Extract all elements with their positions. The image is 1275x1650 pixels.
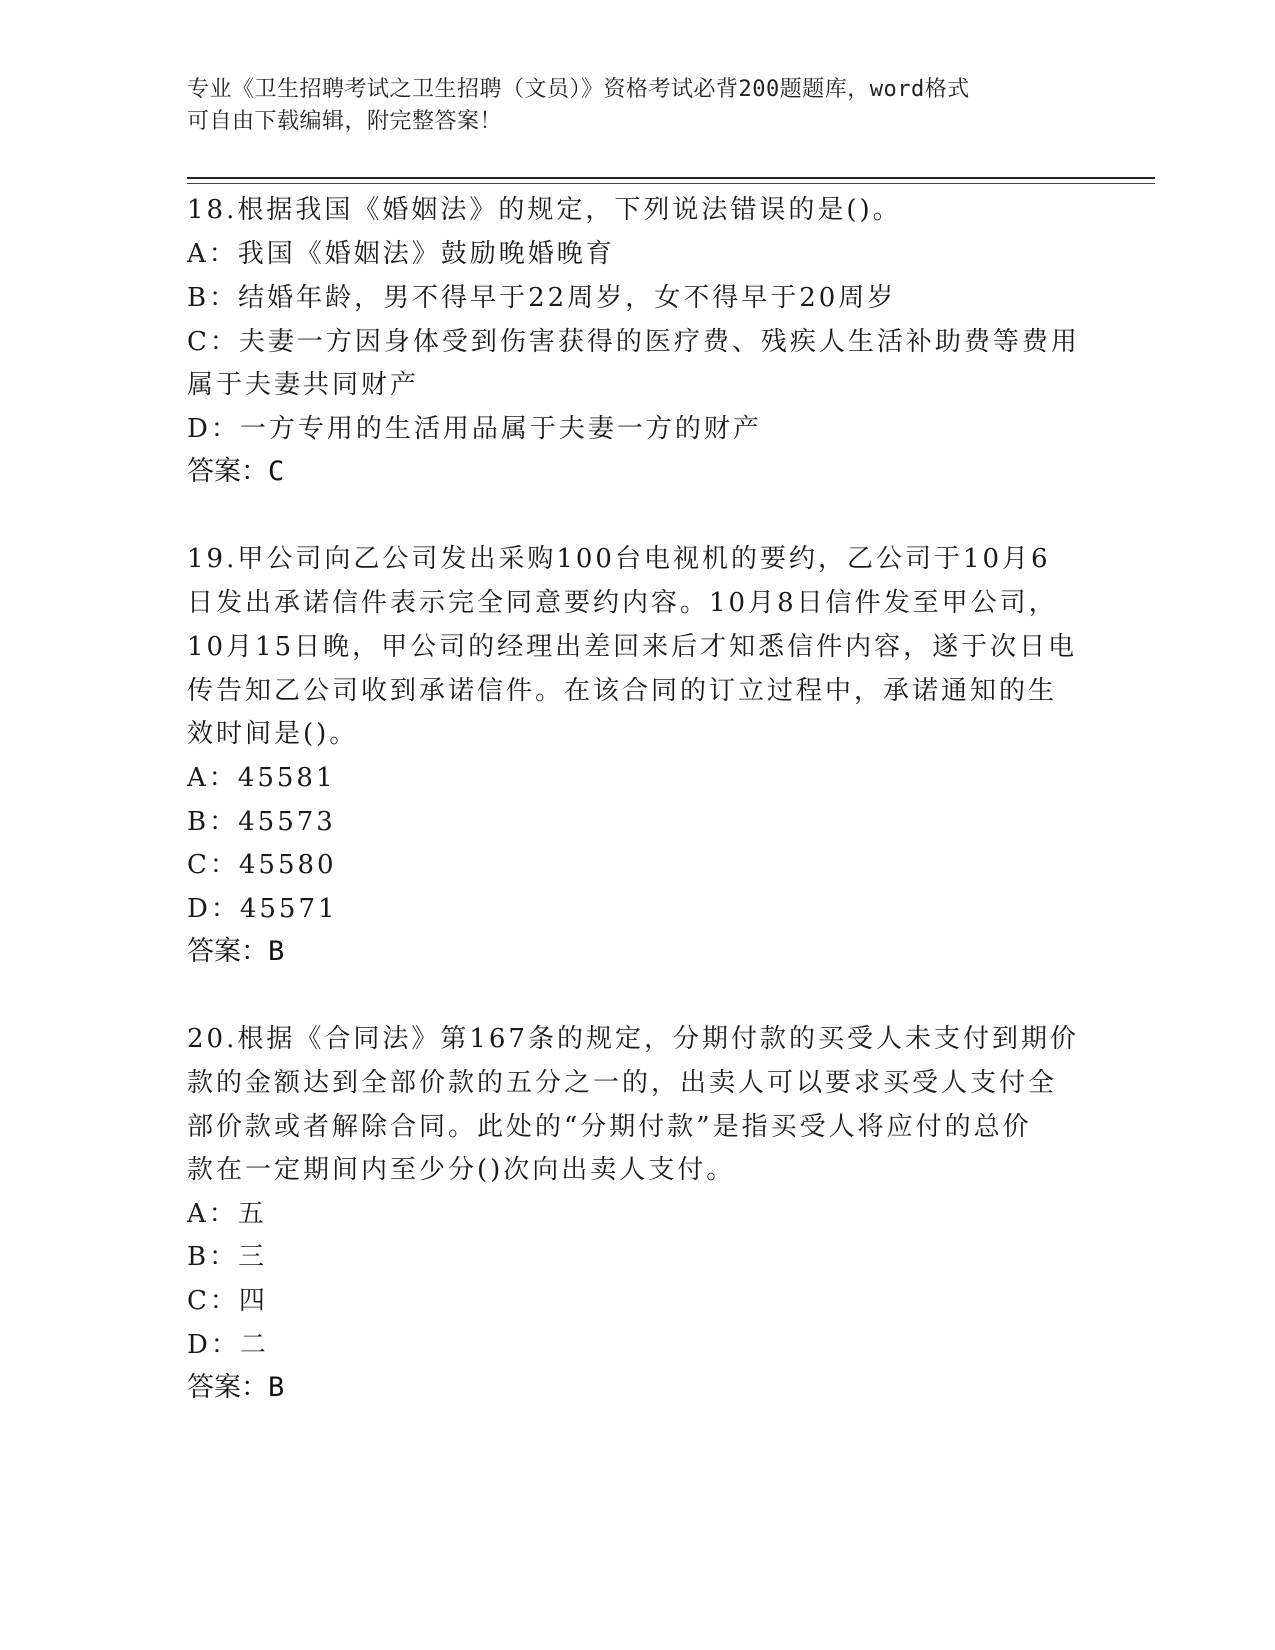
question-19-answer: 答案：B bbox=[187, 936, 285, 967]
question-19-stem-line-2: 日发出承诺信件表示完全同意要约内容。10月8日信件发至甲公司， bbox=[187, 588, 1058, 618]
question-20-option-d: D：二 bbox=[187, 1330, 269, 1360]
question-19-option-c: C：45580 bbox=[187, 850, 337, 880]
header-line-1: 专业《卫生招聘考试之卫生招聘（文员）》资格考试必背200题题库，word格式 bbox=[187, 77, 970, 102]
question-19-stem-line-1: 19.甲公司向乙公司发出采购100台电视机的要约，乙公司于10月6 bbox=[187, 544, 1051, 574]
question-19-option-b: B：45573 bbox=[187, 807, 336, 837]
header-divider-thick bbox=[187, 177, 1155, 179]
question-20-stem-line-4: 款在一定期间内至少分()次向出卖人支付。 bbox=[187, 1155, 736, 1185]
question-20-option-b: B：三 bbox=[187, 1242, 268, 1272]
question-20-stem-line-3: 部价款或者解除合同。此处的“分期付款”是指买受人将应付的总价 bbox=[187, 1112, 1032, 1142]
question-18-option-b: B：结婚年龄，男不得早于22周岁，女不得早于20周岁 bbox=[187, 283, 897, 313]
question-20-stem-line-2: 款的金额达到全部价款的五分之一的，出卖人可以要求买受人支付全 bbox=[187, 1068, 1058, 1098]
question-18-option-c: C：夫妻一方因身体受到伤害获得的医疗费、残疾人生活补助费等费用 bbox=[187, 327, 1080, 357]
document-header bbox=[187, 74, 1087, 138]
question-19-option-a: A：45581 bbox=[187, 763, 336, 793]
question-20-option-c: C：四 bbox=[187, 1286, 268, 1316]
question-18-answer: 答案：C bbox=[187, 456, 285, 487]
header-divider-thin bbox=[187, 183, 1155, 184]
question-19-stem-line-4: 传告知乙公司收到承诺信件。在该合同的订立过程中，承诺通知的生 bbox=[187, 676, 1058, 706]
question-19-stem-line-3: 10月15日晚，甲公司的经理出差回来后才知悉信件内容，遂于次日电 bbox=[187, 632, 1078, 662]
question-19-stem-line-5: 效时间是()。 bbox=[187, 719, 359, 749]
question-20-option-a: A：五 bbox=[187, 1199, 267, 1229]
question-18-option-c-cont: 属于夫妻共同财产 bbox=[187, 370, 420, 400]
question-20-answer: 答案：B bbox=[187, 1372, 285, 1403]
header-line-2: 可自由下载编辑，附完整答案！ bbox=[187, 109, 503, 134]
question-18-option-d: D：一方专用的生活用品属于夫妻一方的财产 bbox=[187, 414, 762, 444]
question-20-stem-line-1: 20.根据《合同法》第167条的规定，分期付款的买受人未支付到期价 bbox=[187, 1024, 1079, 1054]
question-19-option-d: D：45571 bbox=[187, 894, 338, 924]
question-18-option-a: A：我国《婚姻法》鼓励晚婚晚育 bbox=[187, 239, 615, 269]
question-18-stem: 18.根据我国《婚姻法》的规定，下列说法错误的是()。 bbox=[187, 195, 902, 225]
